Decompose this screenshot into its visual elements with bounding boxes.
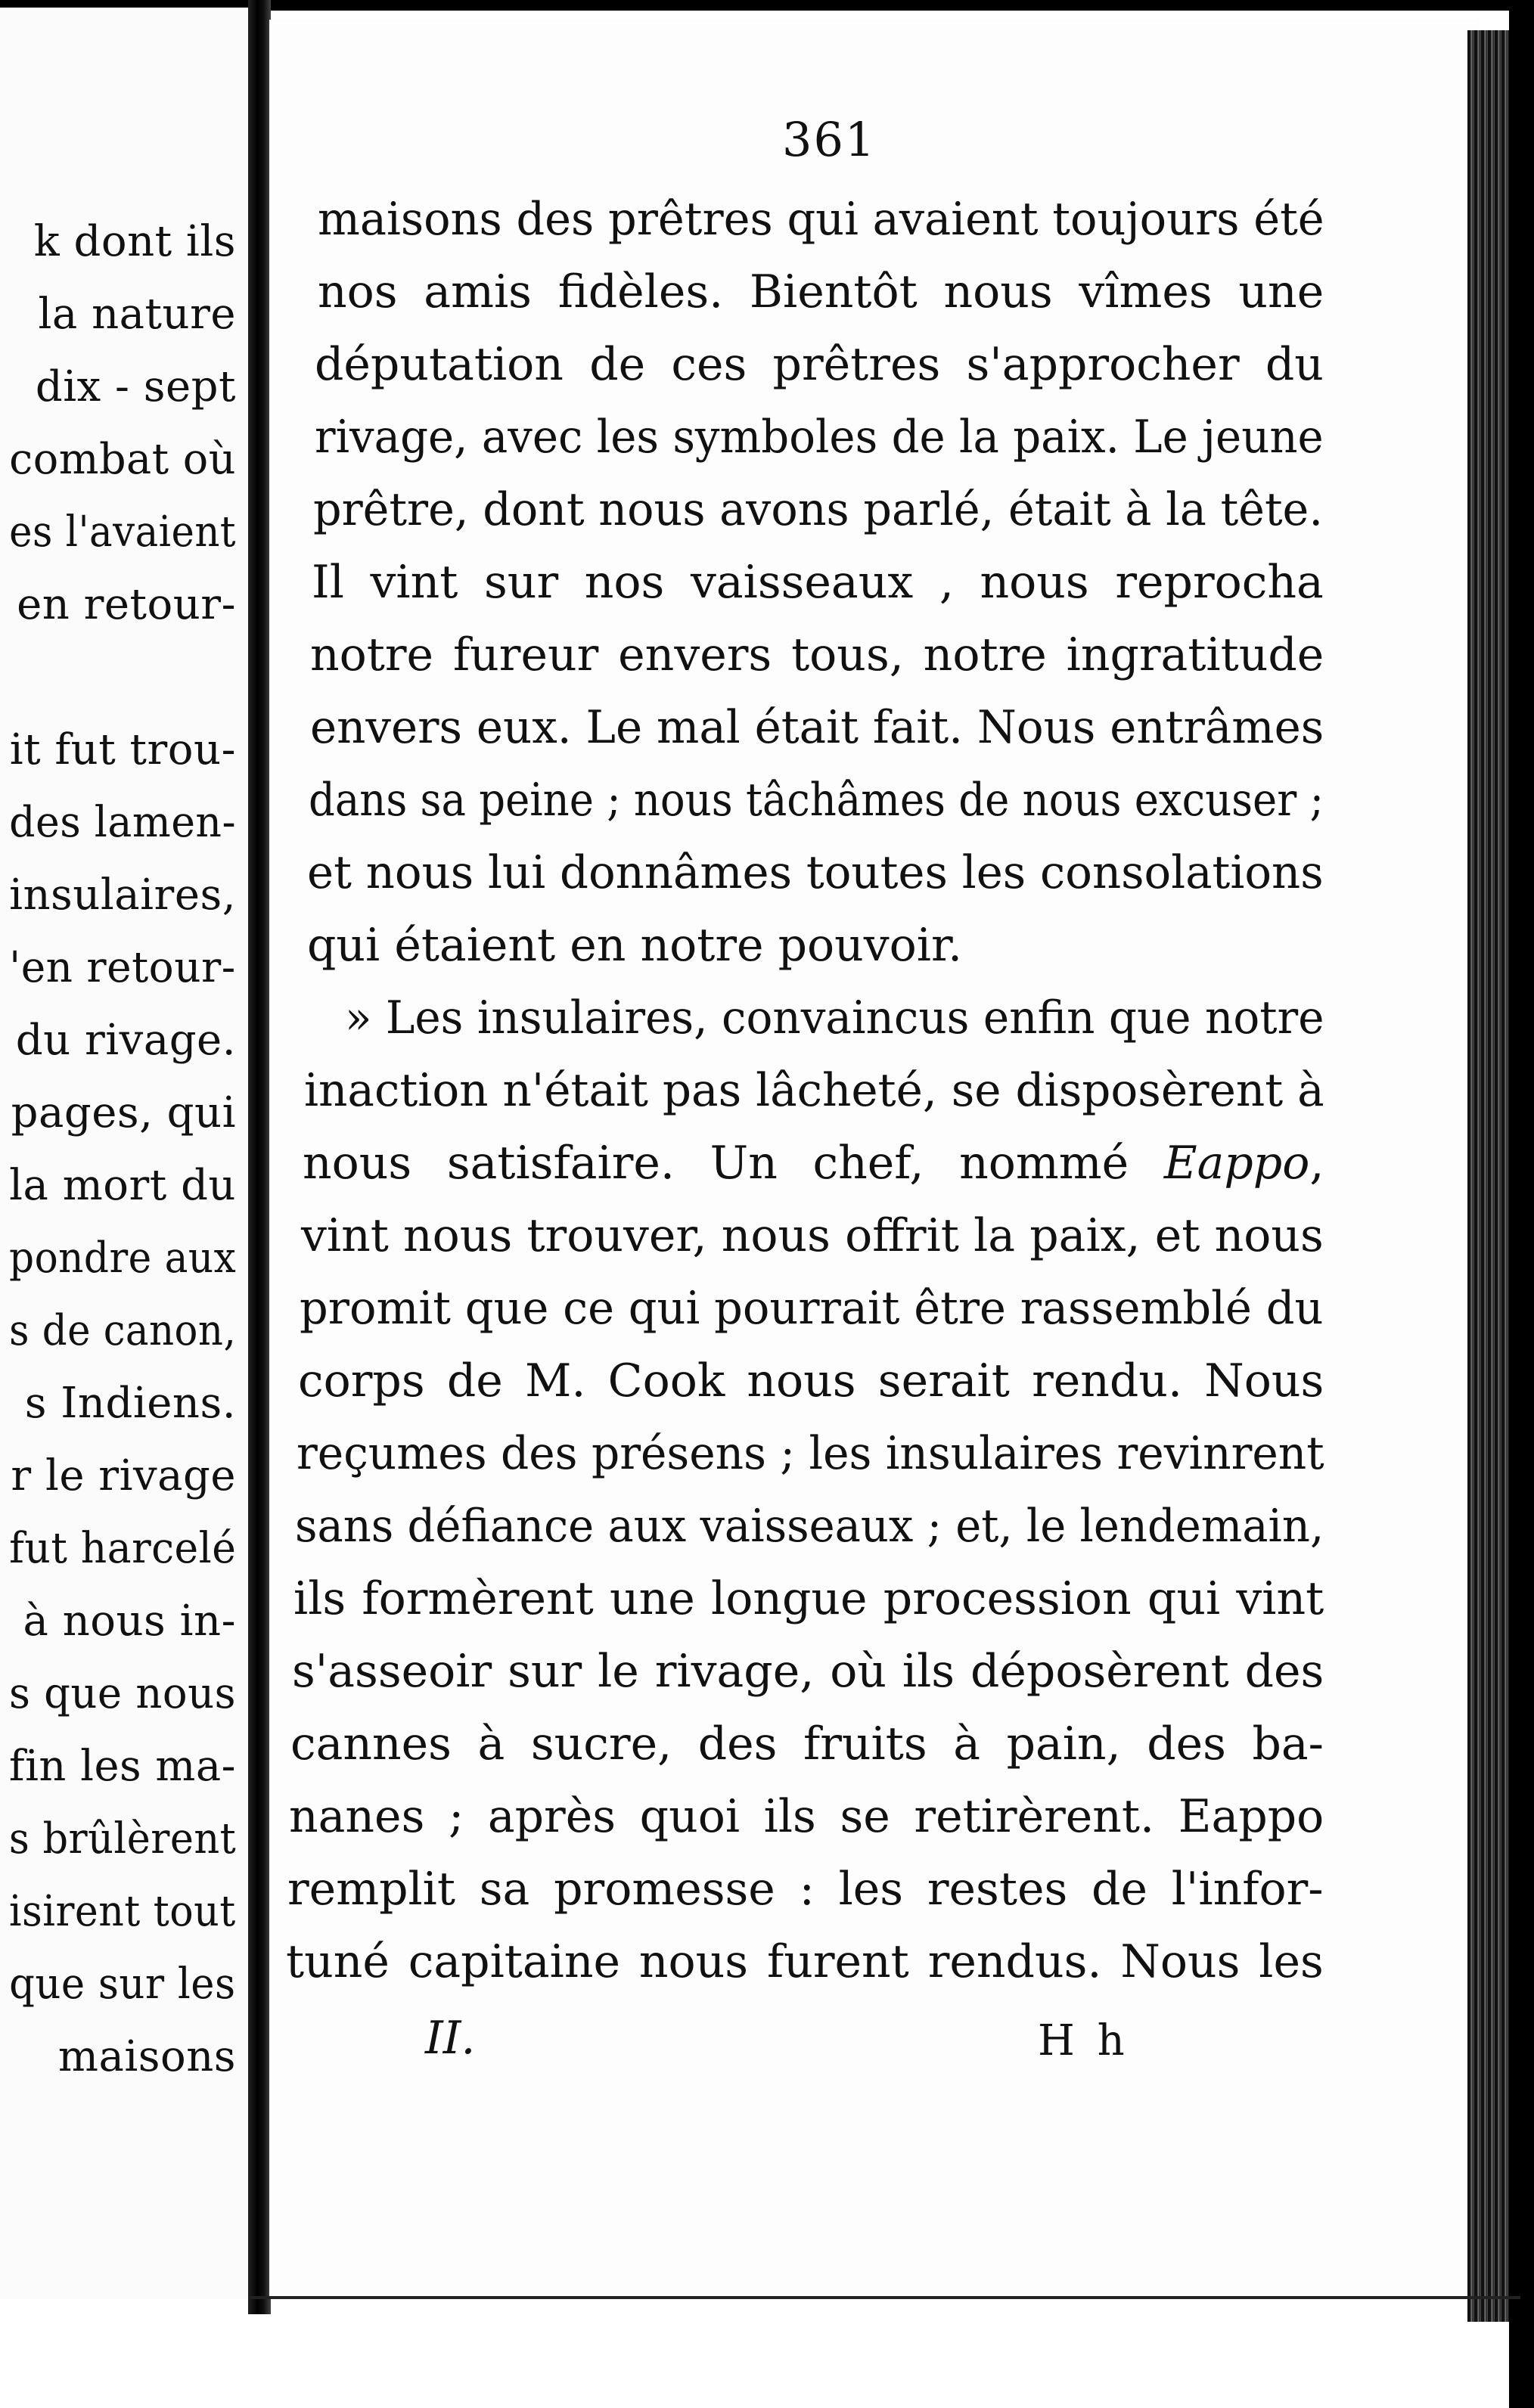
text-line: » Les insulaires, convaincus enfin que notre	[345, 991, 1324, 1044]
page-number: 361	[782, 112, 877, 167]
left-line: s que nous	[8, 1669, 236, 1718]
text-line: prêtre, dont nous avons parlé, était à la tête.	[313, 483, 1323, 536]
text-line: qui étaient en notre pouvoir.	[307, 919, 963, 972]
left-line: r le rivage	[11, 1451, 236, 1500]
text-segment: nous satisfaire. Un chef, nommé	[303, 1137, 1129, 1190]
left-line: pondre aux	[8, 1233, 236, 1283]
text-line: nanes ; après quoi ils se retirèrent. Eappo	[289, 1790, 1324, 1843]
right-edge-shadow	[1509, 0, 1534, 2408]
text-line: remplit sa promesse : les restes de l'infor-	[287, 1863, 1324, 1916]
left-line: s Indiens.	[24, 1379, 236, 1428]
text-line: dans sa peine ; nous tâchâmes de nous excuser ;	[309, 774, 1324, 827]
left-line: pages, qui	[11, 1088, 236, 1137]
gathering-mark: H h	[1038, 2016, 1129, 2065]
text-line: promit que ce qui pourrait être rassemblé du	[300, 1282, 1324, 1335]
left-line: insulaires,	[9, 870, 236, 920]
text-line: nos amis fidèles. Bientôt nous vîmes une	[318, 265, 1324, 318]
left-line: dix - sept	[35, 362, 236, 411]
text-line: s'asseoir sur le rivage, où ils déposèrent des	[292, 1645, 1324, 1698]
text-line: cannes à sucre, des fruits à pain, des ba-	[290, 1718, 1324, 1770]
text-line: députation de ces prêtres s'approcher du	[315, 338, 1324, 391]
text-line: ils formèrent une longue procession qui vint	[293, 1572, 1324, 1625]
text-line	[303, 1137, 1324, 1190]
text-segment: ,	[1309, 1137, 1324, 1190]
text-line: reçumes des présens ; les insulaires revinrent	[297, 1427, 1324, 1480]
left-line: fut harcelé	[8, 1524, 236, 1573]
left-line: que sur les	[9, 1960, 236, 2009]
left-line: du rivage.	[15, 1016, 236, 1065]
text-line: Il vint sur nos vaisseaux , nous reprocha	[312, 556, 1324, 609]
left-line: la nature	[38, 290, 236, 339]
bottom-page-edge	[250, 2296, 1520, 2299]
text-line: maisons des prêtres qui avaient toujours été	[318, 193, 1324, 246]
text-line: inaction n'était pas lâcheté, se disposèrent à	[304, 1064, 1324, 1117]
text-line: tuné capitaine nous furent rendus. Nous les	[286, 1935, 1324, 1988]
left-line: en retour-	[17, 580, 236, 629]
text-line: envers eux. Le mal était fait. Nous entrâmes	[310, 701, 1324, 754]
text-line: vint nous trouver, nous offrit la paix, et nous	[301, 1209, 1324, 1262]
text-line: sans défiance aux vaisseaux ; et, le lendemain,	[295, 1500, 1324, 1553]
left-line: s de canon,	[8, 1306, 236, 1355]
text-line: et nous lui donnâmes toutes les consolations	[307, 846, 1324, 899]
left-line: isirent tout	[9, 1887, 236, 1936]
left-line: es l'avaient	[9, 507, 236, 557]
left-line: s brûlèrent	[8, 1814, 236, 1863]
text-line: rivage, avec les symboles de la paix. Le jeune	[315, 411, 1324, 464]
text-line: corps de M. Cook nous serait rendu. Nous	[298, 1354, 1324, 1407]
left-line: 'en retour-	[9, 943, 236, 992]
left-page-fragment	[0, 8, 250, 2299]
italic-name: Eappo	[1163, 1137, 1310, 1190]
left-line: à nous in-	[23, 1597, 236, 1646]
text-line: notre fureur envers tous, notre ingratitude	[310, 628, 1324, 681]
book-gutter	[248, 0, 271, 2314]
left-line: combat où	[9, 435, 236, 484]
volume-signature: II.	[425, 2012, 476, 2065]
left-line: k dont ils	[33, 217, 236, 266]
left-line: fin les ma-	[8, 1742, 236, 1791]
left-line: maisons	[57, 2032, 236, 2081]
left-line: des lamen-	[9, 798, 236, 847]
left-line: la mort du	[9, 1161, 236, 1210]
left-line: it fut trou-	[9, 725, 236, 774]
